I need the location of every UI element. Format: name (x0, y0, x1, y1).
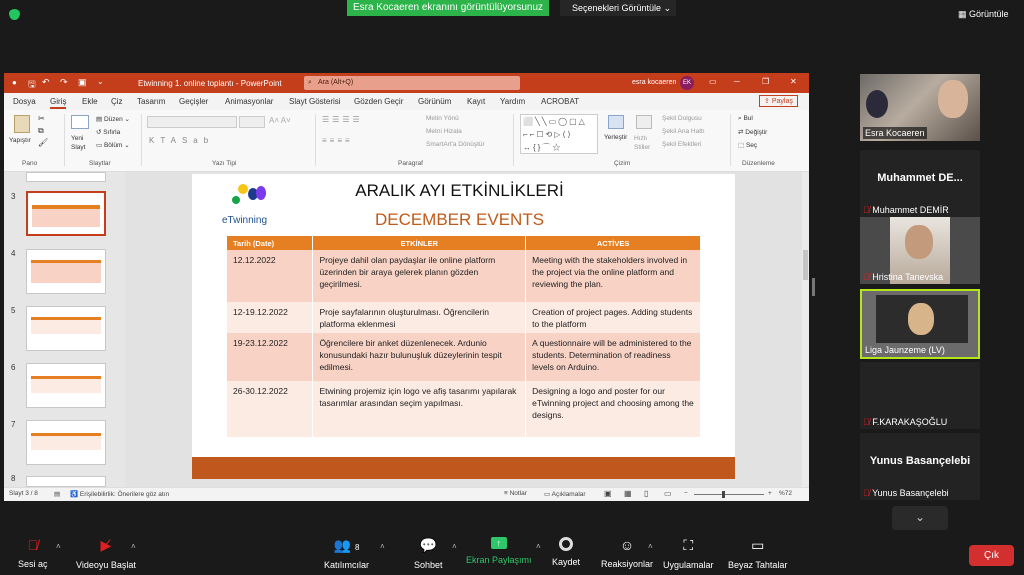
view-options-button[interactable] (560, 0, 676, 16)
chevron-down-icon: ⌄ (914, 510, 926, 524)
share-button[interactable] (759, 95, 798, 107)
text-direction-button[interactable]: Metin Yönü (426, 115, 459, 122)
reactions-button[interactable] (601, 537, 653, 569)
slide-number: 5 (11, 306, 16, 315)
notes-label: Notlar (509, 490, 527, 497)
redo-icon[interactable]: ↷ (60, 77, 68, 87)
select-icon: ⬚ (738, 142, 745, 149)
share-screen-button[interactable] (466, 537, 532, 565)
vertical-scrollbar[interactable] (802, 172, 809, 487)
user-avatar[interactable]: EK (680, 76, 694, 90)
zoom-slider-thumb[interactable] (722, 491, 725, 498)
search-icon: ⌕ (308, 79, 312, 86)
whiteboards-label: Beyaz Tahtalar (728, 560, 788, 570)
chat-label: Sohbet (414, 560, 443, 570)
participant-tile[interactable] (860, 217, 980, 284)
slide-number: 4 (11, 249, 16, 258)
slide-thumbnails-pane (4, 172, 125, 487)
group-slides: Slaytlar (89, 160, 111, 167)
table-cell: A questionnaire will be administered to the students. Determination of readiness levels on Arduino. (526, 333, 701, 381)
muted-mic-icon: 🎙̸ (863, 417, 870, 427)
arrange-button[interactable]: Yerleştir (604, 134, 628, 141)
table-cell: Proje sayfalarının oluşturulması. Öğrencilerin platforma eklenmesi (313, 302, 526, 333)
column-header: ACTİVES (526, 236, 701, 250)
thumb-body (31, 436, 101, 450)
zoom-out-icon[interactable]: − (684, 490, 688, 497)
group-clipboard: Pano (22, 160, 38, 167)
muted-mic-icon: 🎙̸ (27, 537, 38, 553)
slide-number: 3 (11, 192, 16, 201)
table-cell: Öğrencilere bir anket düzenlenecek. Ardunio konusundaki hazır bulunuşluk düzeylerinin tespit edilmesi. (313, 333, 526, 381)
table-row (227, 302, 701, 333)
video-off-icon: ▶̸ (100, 537, 112, 553)
table-cell: 12-19.12.2022 (227, 302, 313, 333)
restore-icon[interactable]: ❐ (762, 77, 770, 86)
logo-figure (232, 196, 240, 204)
participant-display-name: Yunus Basançelebi (869, 455, 971, 467)
table-cell: 26-30.12.2022 (227, 381, 313, 437)
cut-icon[interactable]: ✂ (38, 114, 45, 123)
comments-label: Açıklamalar (551, 491, 586, 498)
notes-button[interactable] (504, 490, 527, 497)
zoom-level[interactable]: %72 (779, 490, 793, 497)
view-button[interactable] (958, 9, 1009, 20)
new-slide-icon[interactable] (71, 115, 89, 129)
section-label: Bölüm (103, 142, 123, 149)
smartart-button[interactable]: SmartArt'a Dönüştür (426, 141, 485, 148)
chat-icon: 💬 (419, 537, 437, 553)
share-icon: ⇪ (764, 98, 770, 105)
participant-display-name: Muhammet DE... (877, 172, 963, 184)
table-cell: Projeye dahil olan paydaşlar ile online platform üzerinden bir araya gelerek planın gözden geçirilmesi. (313, 250, 526, 302)
table-row (227, 381, 701, 437)
participant-tile[interactable] (860, 74, 980, 141)
participant-face (866, 90, 888, 118)
slide-thumbnail[interactable] (26, 249, 106, 294)
normal-view-icon[interactable]: ▣ (604, 489, 612, 498)
divider (64, 114, 65, 166)
leave-button[interactable]: Çık (969, 545, 1014, 566)
thumb-body (31, 379, 101, 393)
grid-view-icon: ▦ (958, 9, 967, 19)
tab-draw[interactable]: Çiz (111, 97, 123, 106)
slide-thumbnail-selected[interactable] (26, 191, 106, 236)
slide-thumbnail[interactable] (26, 172, 106, 182)
thumb-body (31, 320, 101, 334)
table-header-row (227, 236, 701, 250)
table-cell: Etwining projemiz için logo ve afiş tasarımı yapılarak tasarımlar arasından seçim yapılması. (313, 381, 526, 437)
apps-button[interactable] (663, 537, 714, 570)
select-button[interactable] (738, 141, 757, 149)
muted-mic-icon: 🎙̸ (863, 272, 870, 282)
group-drawing: Çizim (614, 160, 631, 167)
tab-slideshow[interactable]: Slayt Gösterisi (289, 97, 341, 106)
participant-name: Muhammet DEMİR (872, 205, 949, 215)
record-icon (559, 537, 573, 551)
share-screen-label: Ekran Paylaşımı (466, 555, 532, 565)
find-button[interactable] (738, 115, 753, 123)
column-header: Tarih (Date) (227, 236, 313, 250)
logo-figure (256, 186, 266, 200)
participant-name-label (863, 488, 949, 498)
participants-count: 8 (354, 543, 360, 552)
slide-footer-band (192, 457, 735, 479)
participant-tile[interactable] (860, 362, 980, 429)
divider (141, 114, 142, 166)
slide-thumbnail[interactable] (26, 420, 106, 465)
whiteboards-button[interactable] (728, 537, 787, 570)
ribbon-tabs (4, 93, 809, 110)
comments-button[interactable] (544, 490, 586, 498)
format-painter-icon[interactable]: 🖌 (38, 138, 49, 147)
tab-home[interactable]: Giriş (50, 97, 66, 109)
participant-name: Liga Jaunzeme (LV) (865, 345, 945, 355)
thumb-body (32, 209, 100, 227)
panel-resize-handle[interactable] (812, 278, 815, 296)
tab-design[interactable]: Tasarım (137, 97, 166, 106)
shape-outline-button[interactable]: Şekil Ana Hattı (662, 128, 705, 135)
user-name: esra kocaeren (632, 79, 677, 86)
participant-face (908, 303, 934, 335)
unmute-button[interactable] (18, 537, 48, 569)
security-shield-icon[interactable] (9, 9, 20, 20)
tab-help[interactable]: Yardım (500, 97, 526, 106)
present-icon[interactable]: ▣ (78, 77, 87, 87)
paste-icon[interactable] (14, 115, 30, 133)
record-label: Kaydet (552, 557, 581, 567)
thumb-body (31, 263, 101, 283)
find-icon: ⌕ (738, 115, 742, 122)
reading-view-icon[interactable]: ▯ (644, 489, 649, 498)
arrange-icon[interactable] (608, 115, 624, 129)
record-button[interactable] (552, 537, 580, 567)
participants-label: Katılımcılar (324, 560, 370, 570)
font-style-icons[interactable]: KTASab (149, 136, 215, 145)
table-cell: 19-23.12.2022 (227, 333, 313, 381)
table-row (227, 250, 701, 302)
slide-thumbnail[interactable] (26, 363, 106, 408)
table-cell: Designing a logo and poster for our eTwinning project and choosing among the designs. (526, 381, 701, 437)
divider (513, 114, 514, 166)
copy-icon[interactable]: ⧉ (38, 126, 44, 135)
participant-name-label (863, 205, 949, 215)
notes-icon: ≡ (504, 490, 508, 497)
replace-icon: ⇄ (738, 129, 744, 136)
find-label: Bul (743, 115, 753, 122)
ppt-title-bar (4, 73, 809, 93)
slide-sorter-icon[interactable]: ▦ (624, 489, 632, 498)
quick-styles-icon[interactable] (636, 115, 652, 129)
participant-tile-active[interactable] (860, 289, 980, 359)
table-row (227, 333, 701, 381)
tab-file[interactable]: Dosya (13, 97, 36, 106)
tab-view[interactable]: Görünüm (418, 97, 452, 106)
reset-button[interactable]: ↺ Sıfırla (96, 129, 121, 136)
logo-star (238, 184, 248, 194)
customize-icon[interactable]: ⌄ (97, 77, 104, 86)
slide-canvas[interactable] (192, 174, 735, 479)
tab-transitions[interactable]: Geçişler (179, 97, 209, 106)
tab-record[interactable]: Kayıt (467, 97, 486, 106)
reactions-options-caret[interactable]: ˄ (648, 542, 653, 551)
accessibility-label: Erişilebilirlik: Önerilere göz atın (79, 491, 170, 498)
slide-number: 6 (11, 363, 16, 372)
slideshow-icon[interactable]: ▭ (664, 489, 672, 498)
apps-label: Uygulamalar (663, 560, 714, 570)
slide-thumbnail[interactable] (26, 476, 106, 487)
muted-mic-icon: 🎙̸ (863, 205, 870, 215)
participants-options-caret[interactable]: ˄ (380, 542, 385, 551)
slide-title-en: DECEMBER EVENTS (374, 210, 545, 229)
chat-button[interactable] (414, 537, 443, 570)
whiteboard-icon: ▭ (751, 537, 765, 553)
accessibility-icon: ♿ (70, 491, 79, 498)
ribbon (4, 110, 809, 172)
start-video-label: Videoyu Başlat (76, 560, 136, 570)
table-cell: Meeting with the stakeholders involved in the project via the online platform and reviewing the plan. (526, 250, 701, 302)
status-bar (4, 487, 809, 501)
unmute-label: Sesi aç (18, 559, 48, 569)
powerpoint-window (4, 73, 809, 501)
spelling-icon[interactable]: ▤ (54, 491, 61, 498)
quick-styles-button[interactable]: Hızlı Stiller (634, 135, 651, 151)
participant-face (905, 225, 933, 259)
layout-label: Düzen (103, 116, 123, 123)
participants-icon: 👥 8 (333, 537, 360, 553)
group-paragraph: Paragraf (398, 160, 423, 167)
autosave-icon[interactable]: ● (12, 78, 17, 87)
view-label: Görüntüle (969, 9, 1009, 19)
tab-insert[interactable]: Ekle (82, 97, 98, 106)
table-cell: 12.12.2022 (227, 250, 313, 302)
zoom-slider[interactable] (694, 494, 764, 495)
slide-title-tr: ARALIK AYI ETKİNLİKLERİ (355, 181, 564, 200)
search-placeholder: Ara (Alt+Q) (318, 79, 354, 86)
slide-number: 8 (11, 474, 16, 483)
participant-name: F.KARAKAŞOĞLU (872, 417, 948, 427)
participant-name: Yunus Basançelebi (872, 488, 949, 498)
replace-label: Değiştir (745, 129, 768, 136)
etwinning-logo (230, 182, 274, 212)
new-slide-button[interactable]: Yeni Slayt (71, 135, 86, 151)
zoom-in-icon[interactable]: + (768, 490, 772, 497)
divider (730, 114, 731, 166)
share-screen-icon: ↑ (491, 537, 507, 549)
share-options-caret[interactable]: ˄ (536, 542, 541, 551)
events-table (227, 236, 701, 437)
reactions-icon: ☺ (619, 537, 635, 553)
tab-review[interactable]: Gözden Geçir (354, 97, 404, 106)
slide-counter: Slayt 3 / 8 (9, 490, 38, 497)
align-text-button[interactable]: Metni Hizala (426, 128, 462, 135)
participant-name: Esra Kocaeren (865, 128, 925, 138)
group-editing: Düzenleme (742, 160, 775, 167)
section-button[interactable]: ▭ Bölüm ⌄ (96, 142, 130, 149)
slide-thumbnail[interactable] (26, 306, 106, 351)
view-options-label: Seçenekleri Görüntüle (572, 3, 662, 13)
participant-name-label (863, 272, 943, 282)
logo-text: eTwinning (222, 215, 268, 226)
chevron-down-icon: ⌄ (663, 3, 672, 13)
undo-icon[interactable]: ↶ (42, 77, 50, 87)
accessibility-status[interactable] (70, 490, 169, 498)
participants-button[interactable] (324, 537, 369, 570)
comments-icon: ▭ (544, 491, 551, 498)
reset-label: Sıfırla (103, 129, 121, 136)
font-family-select[interactable] (147, 116, 237, 128)
align-icons[interactable]: ≡≡≡≡ (322, 136, 353, 145)
document-title: Etwinning 1. online toplantı - PowerPoint (138, 79, 282, 88)
shape-fill-button[interactable]: Şekil Dolgusu (662, 115, 702, 122)
ribbon-display-icon[interactable]: ▭ (709, 77, 717, 86)
audio-options-caret[interactable]: ˄ (56, 542, 61, 551)
start-video-button[interactable] (76, 537, 136, 570)
scroll-thumb[interactable] (803, 250, 808, 280)
select-label: Seç (745, 142, 758, 149)
tab-animations[interactable]: Animasyonlar (225, 97, 274, 106)
share-label: Paylaş (771, 98, 793, 105)
table-cell: Creation of project pages. Adding students to the platform (526, 302, 701, 333)
save-icon[interactable]: 🖫 (28, 79, 36, 89)
font-size-icons[interactable]: A˄ A˅ (269, 116, 291, 125)
paste-button[interactable]: Yapıştır (9, 137, 31, 144)
minimize-icon[interactable]: ─ (734, 77, 740, 86)
close-icon[interactable]: ✕ (790, 77, 797, 86)
layout-button[interactable]: ▤ Düzen ⌄ (96, 116, 131, 123)
list-icons[interactable]: ☰☰☰☰ (322, 115, 363, 124)
screen-share-banner: Esra Kocaeren ekranını görüntülüyorsunuz (347, 0, 549, 16)
participant-face (938, 80, 968, 118)
reactions-label: Reaksiyonlar (601, 559, 654, 569)
tab-acrobat[interactable]: ACROBAT (541, 97, 580, 106)
column-header: ETKİNLER (313, 236, 526, 250)
apps-icon: ⛶ (683, 537, 694, 553)
group-font: Yazı Tipi (212, 160, 237, 167)
participant-name: Hristina Tanevska (872, 272, 944, 282)
muted-mic-icon: 🎙̸ (863, 488, 870, 498)
video-options-caret[interactable]: ˄ (131, 542, 136, 551)
shapes-gallery[interactable]: ⬜╲╲▭◯▢△ ⌐⌐☐⟲▷⟨⟩ ↔{}⌒☆ (520, 114, 598, 154)
gallery-next-button[interactable] (892, 506, 948, 530)
chat-options-caret[interactable]: ˄ (452, 542, 457, 551)
search-box[interactable] (304, 76, 520, 90)
participant-tile[interactable] (860, 150, 980, 217)
divider (315, 114, 316, 166)
font-size-select[interactable] (239, 116, 265, 128)
shape-effects-button[interactable]: Şekil Efektleri (662, 141, 702, 148)
replace-button[interactable] (738, 128, 767, 136)
participant-tile[interactable] (860, 433, 980, 500)
participant-name-label (863, 417, 947, 427)
slide-number: 7 (11, 420, 16, 429)
